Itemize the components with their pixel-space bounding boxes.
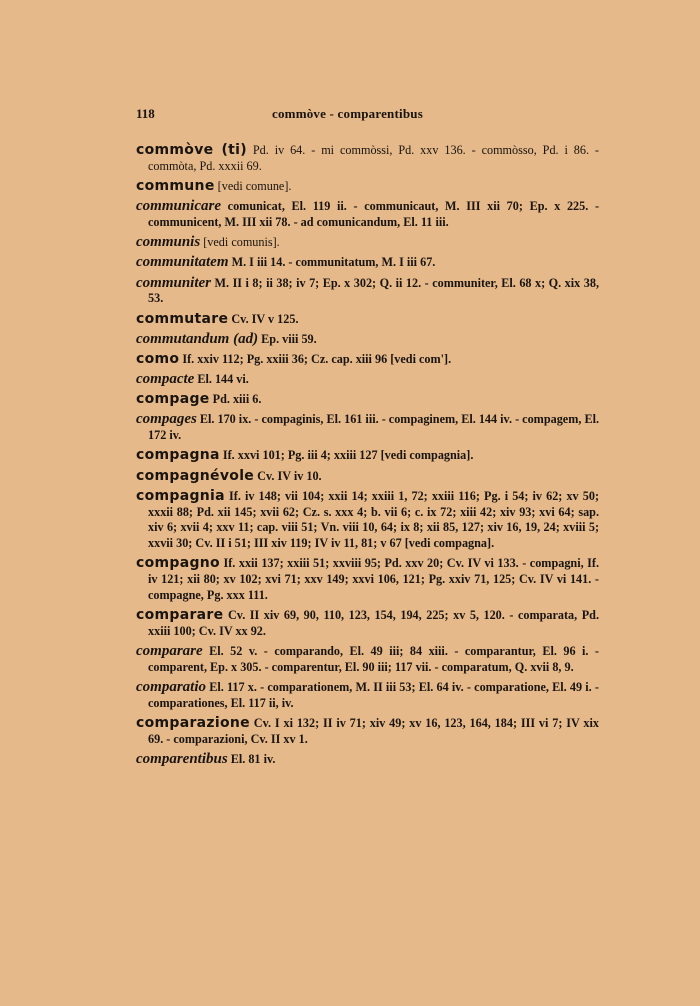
entry-communis — [136, 235, 599, 251]
entry-compagnevole — [136, 469, 599, 485]
entry-compagno — [136, 556, 599, 603]
headword: como — [136, 350, 180, 367]
page-header — [136, 106, 594, 126]
headword: comparatio — [136, 679, 206, 696]
headword: compages — [136, 411, 197, 428]
headword: compagno — [136, 555, 220, 572]
entry-communiter — [136, 276, 599, 308]
headword: communis — [136, 234, 201, 251]
entry-comparatio — [136, 680, 599, 712]
entry-refs: If. xxvi 101; Pg. iii 4; xxiii 127 [vedi compagnia]. — [219, 448, 474, 463]
headword: communiter — [136, 274, 212, 291]
headword: commune — [136, 177, 215, 194]
headword: communicare — [136, 198, 221, 215]
headword: commòve (ti) — [136, 142, 247, 158]
entry-list — [136, 143, 599, 772]
entry-comparazione — [136, 716, 599, 748]
entry-refs: Cv. IV v 125. — [228, 311, 299, 326]
entry-refs: Cv. II xiv 69, 90, 110, 123, 154, 194, 225; xv 5, 120. - comparata, Pd. xxiii 100; Cv. IV xx 92. — [148, 608, 599, 638]
entry-refs: comunicat, El. 119 ii. - communicaut, M. III xii 70; Ep. x 225. - communicent, M. III xii 78. - ad comunicandum, El. 11 iii. — [148, 199, 599, 229]
entry-comparentibus — [136, 752, 599, 768]
headword: compage — [136, 391, 210, 408]
entry-como — [136, 352, 599, 368]
entry-refs: [vedi comunis]. — [200, 235, 280, 250]
entry-refs: El. 117 x. - comparationem, M. II iii 53; El. 64 iv. - comparatione, El. 49 i. - comparationes, El. 117 ii, iv. — [148, 680, 599, 710]
entry-refs: El. 52 v. - comparando, El. 49 iii; 84 xiii. - comparantur, El. 96 i. - comparent, Ep. x 305. - comparentur, El. 90 iii; 117 vii. - comparatum, Q. xvii 8, 9. — [148, 644, 599, 674]
entry-refs: El. 170 ix. - compaginis, El. 161 iii. - compaginem, El. 144 iv. - compagem, El. 172 iv. — [148, 412, 600, 443]
headword: commutare — [136, 310, 229, 327]
entry-refs: Ep. viii 59. — [258, 331, 317, 346]
entry-compages — [136, 412, 599, 444]
headword: compagnia — [136, 487, 225, 504]
entry-refs: M. I iii 14. - communitatum, M. I iii 67. — [228, 255, 436, 270]
entry-refs: Cv. I xi 132; II iv 71; xiv 49; xv 16, 123, 164, 184; III vi 7; IV xix 69. - comparazioni, Cv. II xv 1. — [148, 716, 599, 746]
headword: comparentibus — [136, 751, 228, 768]
entry-refs: [vedi comune]. — [214, 178, 292, 193]
entry-commune — [136, 179, 599, 195]
headword: communitatem — [136, 254, 229, 271]
entry-refs: If. xxii 137; xxiii 51; xxviii 95; Pd. xxv 20; Cv. IV vi 133. - compagni, If. iv 121; xii 80; xv 102; xvi 71; xxv 149; xxvi 106, 121; Pg. xxiv 71, 125; Cv. IV vi 141. - compagne, Pg. xxx 111. — [148, 556, 599, 602]
headword: commutandum (ad) — [136, 330, 259, 347]
entry-refs: El. 144 vi. — [194, 372, 249, 387]
entry-refs: El. 81 iv. — [227, 752, 276, 767]
entry-communitatem — [136, 255, 599, 271]
entry-refs: M. II i 8; ii 38; iv 7; Ep. x 302; Q. ii 12. - communiter, El. 68 x; Q. xix 38, 53. — [148, 275, 599, 306]
entry-refs: If. xxiv 112; Pg. xxiii 36; Cz. cap. xiii 96 [vedi com']. — [179, 351, 452, 366]
entry-refs: Pd. iv 64. - mi commòssi, Pd. xxv 136. - commòsso, Pd. i 86. - commòta, Pd. xxxii 69. — [148, 143, 599, 173]
entry-compagnia — [136, 489, 599, 552]
running-head: commòve - comparentibus — [272, 106, 423, 121]
headword: comparare — [136, 643, 203, 660]
page-number: 118 — [136, 106, 155, 121]
entry-comparare-la — [136, 644, 599, 676]
entry-compage — [136, 392, 599, 408]
entry-refs: If. iv 148; vii 104; xxii 14; xxiii 1, 72; xxiii 116; Pg. i 54; iv 62; xv 50; xxxii 88; Pd. xii 145; xvii 62; Cz. s. xxx 4; b. vii 6; c. ix 72; xiii 42; xiv 93; xvi 64; sap. xiv 6; xvii 4; xxv 11; cap. viii 51; Vn. viii 10, 64; ix 8; xii 85, 127; xiv 16, 19, 24; xviii 5; xxvii 30; Cv. II i 51; III xiv 119; IV iv 11, 81; v 67 [vedi compagna]. — [148, 488, 599, 551]
headword: compacte — [136, 371, 195, 388]
entry-communicare — [136, 199, 599, 231]
entry-refs: Pd. xiii 6. — [209, 392, 262, 407]
entry-commove — [136, 143, 599, 175]
headword: comparare — [136, 607, 224, 624]
entry-comparare-it — [136, 608, 599, 640]
entry-commutandum — [136, 332, 599, 348]
entry-refs: Cv. IV iv 10. — [254, 468, 322, 483]
entry-compacte — [136, 372, 599, 388]
entry-compagna — [136, 448, 599, 464]
entry-commutare — [136, 312, 599, 328]
headword: comparazione — [136, 715, 250, 732]
headword: compagna — [136, 447, 220, 464]
headword: compagnévole — [136, 467, 255, 484]
